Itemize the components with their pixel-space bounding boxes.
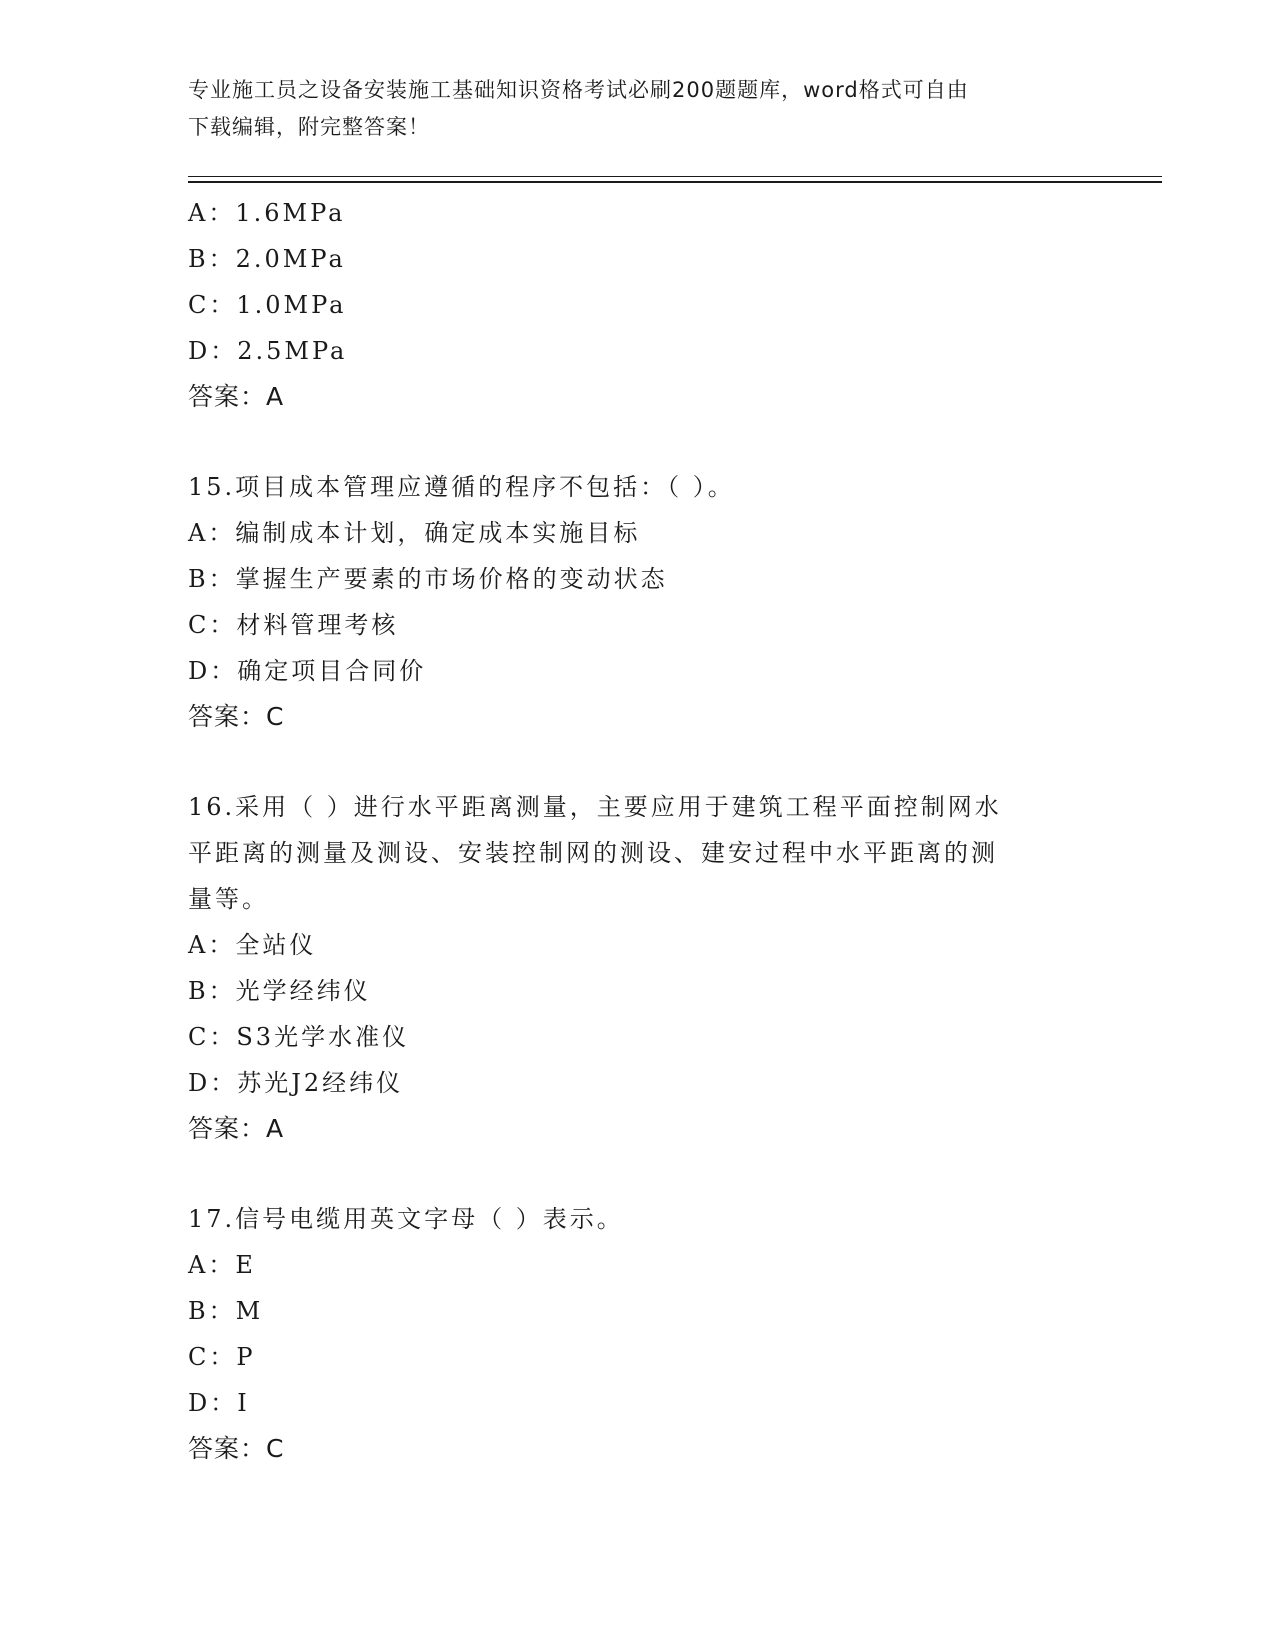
answer: 答案：A [188,382,285,411]
question-stem-line-1: 16.采用（ ）进行水平距离测量，主要应用于建筑工程平面控制网水 [188,793,1002,821]
question-16 [188,784,1088,1152]
header-line-2: 下载编辑，附完整答案！ [188,115,430,139]
header-divider-thin [188,176,1162,177]
question-14 [188,190,1088,420]
question-stem-line-2: 平距离的测量及测设、安装控制网的测设、建安过程中水平距离的测 [188,839,998,867]
spacer [188,740,1088,784]
question-stem: 17.信号电缆用英文字母（ ）表示。 [188,1205,624,1233]
spacer [188,420,1088,464]
option-b: B：掌握生产要素的市场价格的变动状态 [188,565,668,593]
question-15 [188,464,1088,740]
spacer [188,1152,1088,1196]
option-a: A：全站仪 [188,931,317,959]
header-divider-thick [188,181,1162,183]
option-d: D：I [188,1389,250,1417]
option-a: A：1.6MPa [188,199,346,227]
option-d: D：苏光J2经纬仪 [188,1069,404,1097]
question-stem: 15.项目成本管理应遵循的程序不包括：（ ）。 [188,473,735,501]
question-17 [188,1196,1088,1472]
option-d: D：确定项目合同价 [188,657,427,685]
option-c: C：P [188,1343,256,1371]
option-a: A：E [188,1251,256,1279]
document-header [188,72,1088,146]
question-stem-line-3: 量等。 [188,885,269,913]
question-list [188,190,1088,1472]
option-c: C：1.0MPa [188,291,347,319]
answer: 答案：A [188,1114,285,1143]
option-c: C：材料管理考核 [188,611,399,639]
option-a: A：编制成本计划，确定成本实施目标 [188,519,641,547]
option-d: D：2.5MPa [188,337,348,365]
header-line-1: 专业施工员之设备安装施工基础知识资格考试必刷200题题库，word格式可自由 [188,78,969,102]
option-b: B：M [188,1297,264,1325]
option-b: B：2.0MPa [188,245,346,273]
option-c: C：S3光学水准仪 [188,1023,410,1051]
answer: 答案：C [188,1434,285,1463]
answer: 答案：C [188,702,285,731]
option-b: B：光学经纬仪 [188,977,371,1005]
